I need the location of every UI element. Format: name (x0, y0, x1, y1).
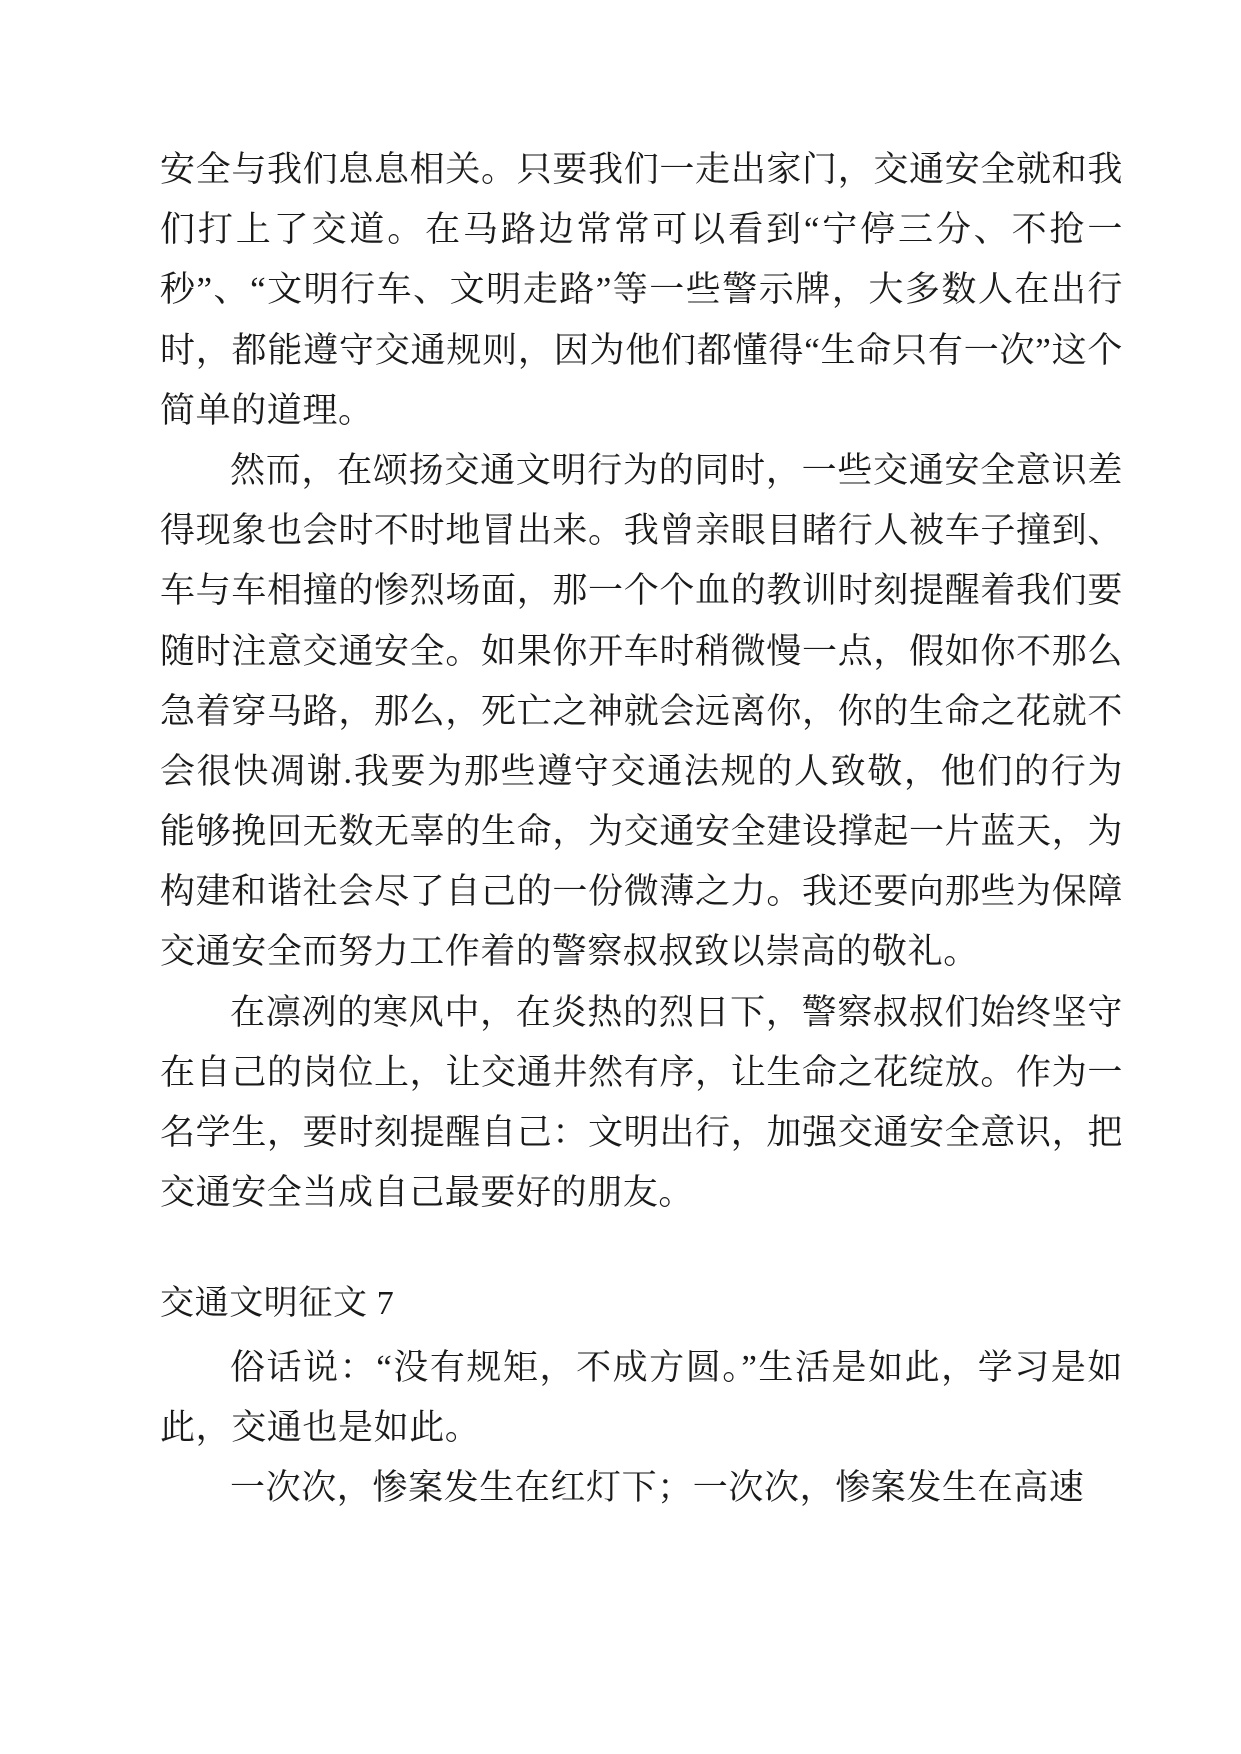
section-heading: 交通文明征文 7 (160, 1285, 395, 1323)
paragraph-proverb: 俗话说：“没有规矩，不成方圆。”生活是如此，学习是如此，交通也是如此。 (160, 1347, 1123, 1448)
paragraph-awareness: 然而，在颂扬交通文明行为的同时，一些交通安全意识差得现象也会时不时地冒出来。我曾亲眼目睹行人被车子撞到、车与车相撞的惨烈场面，那一个个血的教训时刻提醒着我们要随时注意交通安全。如果你开车时稍微慢一点，假如你不那么急着穿马路，那么，死亡之神就会远离你，你的生命之花就不会很快凋谢.我要为那些遵守交通法规的人致敬，他们的行为能够挽回无数无辜的生命，为交通安全建设撑起一片蓝天，为构建和谐社会尽了自己的一份微薄之力。我还要向那些为保障交通安全而努力工作着的警察叔叔致以崇高的敬礼。 (160, 450, 1123, 972)
document-body (160, 140, 1123, 1518)
paragraph-tragedy: 一次次，惨案发生在红灯下；一次次，惨案发生在高速 (230, 1468, 1085, 1508)
paragraph-police: 在凛冽的寒风中，在炎热的烈日下，警察叔叔们始终坚守在自己的岗位上，让交通井然有序，让生命之花绽放。作为一名学生，要时刻提醒自己：文明出行，加强交通安全意识，把交通安全当成自己最要好的朋友。 (160, 992, 1123, 1213)
paragraph-safety-intro: 安全与我们息息相关。只要我们一走出家门，交通安全就和我们打上了交道。在马路边常常可以看到“宁停三分、不抢一秒”、“文明行车、文明走路”等一些警示牌，大多数人在出行时，都能遵守交通规则，因为他们都懂得“生命只有一次”这个简单的道理。 (160, 150, 1123, 430)
